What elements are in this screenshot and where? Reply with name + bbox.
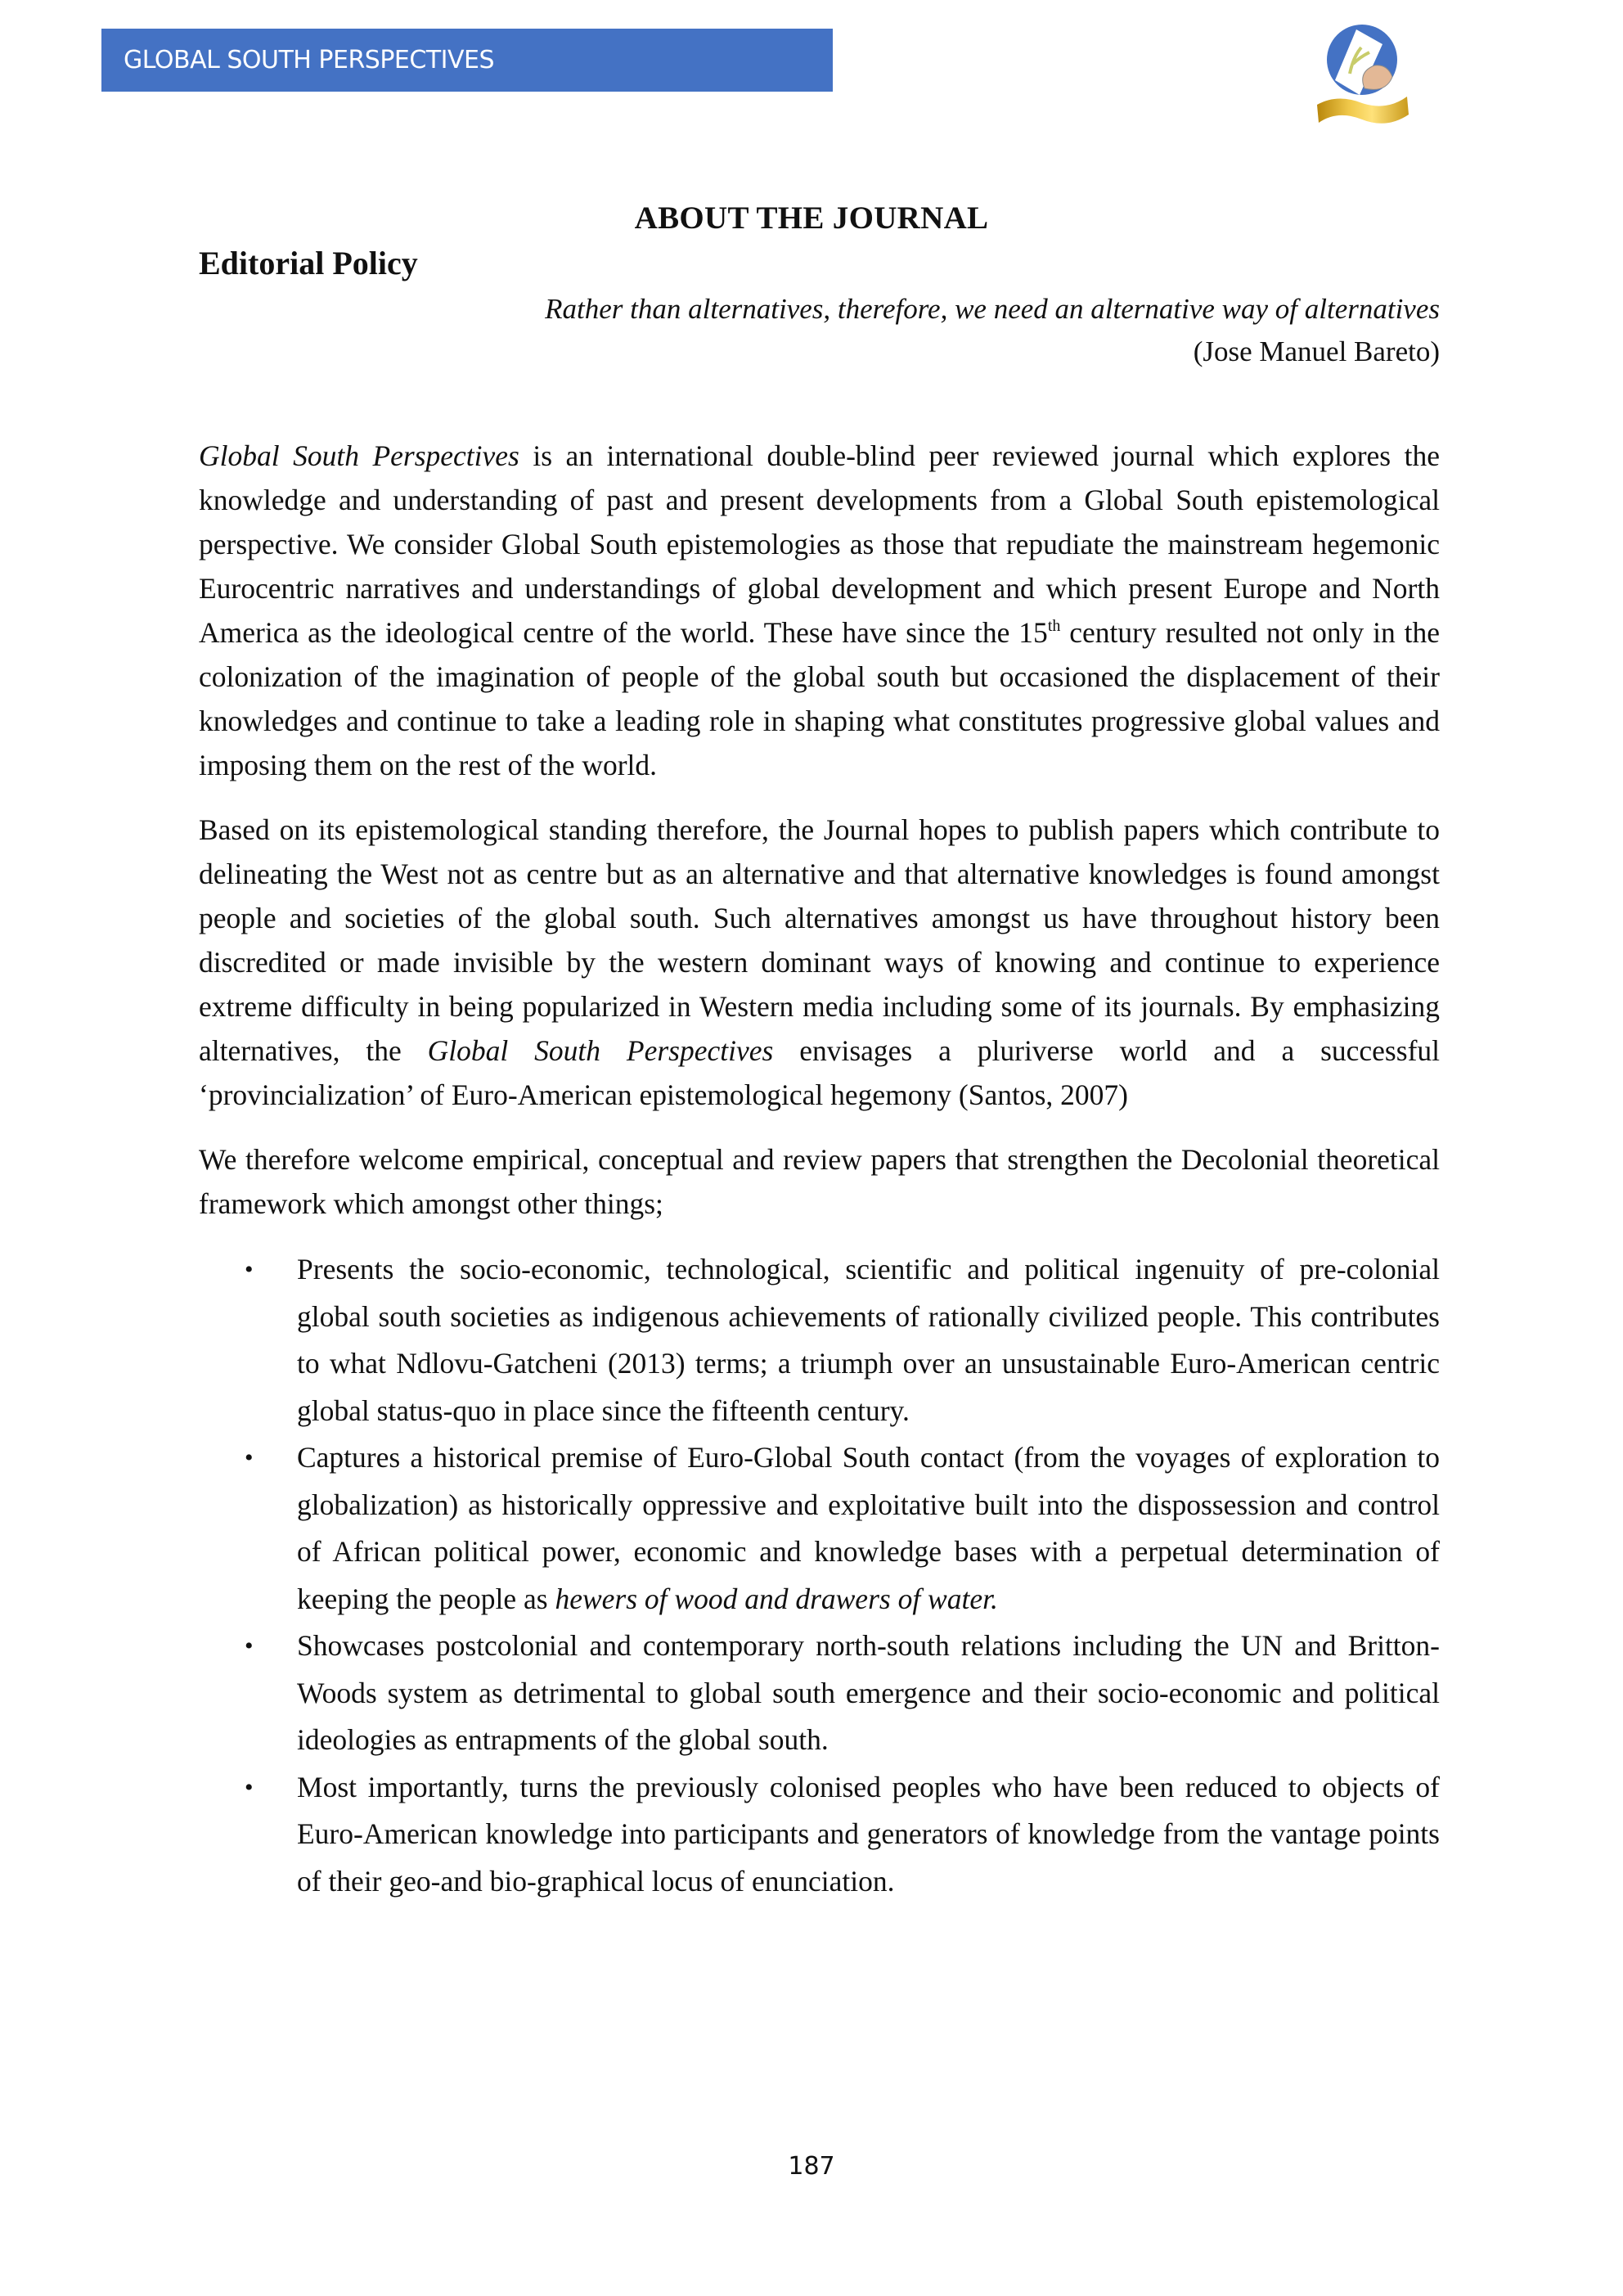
paragraph-welcome: We therefore welcome empirical, conceptual and review papers that strengthen the Decolonial theoretical framework which amongst other things; <box>199 1143 1440 1220</box>
epigraph <box>545 288 1440 373</box>
list-item <box>245 1623 1440 1764</box>
journal-name-italic: Global South Perspectives <box>427 1034 774 1067</box>
paragraph-text: is an international double-blind peer reviewed journal which explores the knowledge and understanding of past and present developments from a Global South epistemological perspective. We consider Global South epistemologies as those that repudiate the mainstream hegemonic Eurocentric narratives and understandings of global development and which present Europe and North America as the ideological centre of the world. These have since the 15 <box>199 439 1440 649</box>
paragraph-intro <box>199 434 1440 787</box>
list-item-italic: hewers of wood and drawers of water. <box>555 1582 998 1615</box>
bullet-icon: • <box>245 1773 254 1801</box>
bullet-icon: • <box>245 1256 254 1283</box>
list-item <box>245 1764 1440 1906</box>
paragraph-text: Based on its epistemological standing therefore, the Journal hopes to publish papers which contribute to delineating the West not as centre but as an alternative and that alternative knowledges is found amongst people and societies of the global south. Such alternatives amongst us have throughout history been discredited or made invisible by the western dominant ways of knowing and continue to experience extreme difficulty in being popularized in Western media including some of its journals. By emphasizing alternatives, the <box>199 813 1440 1067</box>
emblem-ribbon <box>1317 97 1409 124</box>
logo-graphic <box>1301 15 1423 129</box>
list-item <box>245 1434 1440 1623</box>
list-item-text: Captures a historical premise of Euro-Global South contact (from the voyages of exploration to globalization) as historically oppressive and exploitative built into the dispossession and control of African political power, economic and knowledge bases with a perpetual determination of keeping the people as <box>297 1441 1440 1615</box>
criteria-list <box>199 1246 1440 1905</box>
journal-emblem-icon <box>1301 15 1423 129</box>
epigraph-attribution: (Jose Manuel Bareto) <box>1193 335 1440 367</box>
paragraph-standing <box>199 808 1440 1117</box>
paragraph-text: century resulted not only in the colonization of the imagination of people of the global south but occasioned the displacement of their knowledges and continue to take a leading role in shaping what constitutes progressive global values and imposing them on the rest of the world. <box>199 616 1440 781</box>
epigraph-quote: Rather than alternatives, therefore, we need an alternative way of alternatives <box>545 293 1440 325</box>
list-item <box>245 1246 1440 1434</box>
page-number: 187 <box>788 2152 835 2181</box>
paragraph-text: envisages a pluriverse world and a successful ‘provincialization’ of Euro-American epistemological hegemony (Santos, 2007) <box>199 1034 1440 1111</box>
editorial-body <box>199 434 1440 1905</box>
journal-name-italic: Global South Perspectives <box>199 439 519 472</box>
bullet-icon: • <box>245 1444 254 1471</box>
journal-header-bar <box>101 29 833 92</box>
journal-name: GLOBAL SOUTH PERSPECTIVES <box>124 46 495 74</box>
list-item-text: Presents the socio-economic, technological, scientific and political ingenuity of pre-colonial global south societies as indigenous achievements of rationally civilized people. This contributes to what Ndlovu-Gatcheni (2013) terms; a triumph over an unsustainable Euro-American centric global status-quo in place since the fifteenth century. <box>297 1253 1440 1427</box>
list-item-text: Most importantly, turns the previously colonised peoples who have been reduced to objects of Euro-American knowledge into participants and generators of knowledge from the vantage points of their geo-and bio-graphical locus of enunciation. <box>297 1770 1440 1898</box>
list-item-text: Showcases postcolonial and contemporary north-south relations including the UN and Britton-Woods system as detrimental to global south emergence and their socio-economic and political ideologies as entrapments of the global south. <box>297 1629 1440 1756</box>
ordinal-superscript: th <box>1047 617 1061 635</box>
bullet-icon: • <box>245 1632 254 1659</box>
section-title: Editorial Policy <box>199 245 418 281</box>
page-heading: ABOUT THE JOURNAL <box>634 200 989 236</box>
